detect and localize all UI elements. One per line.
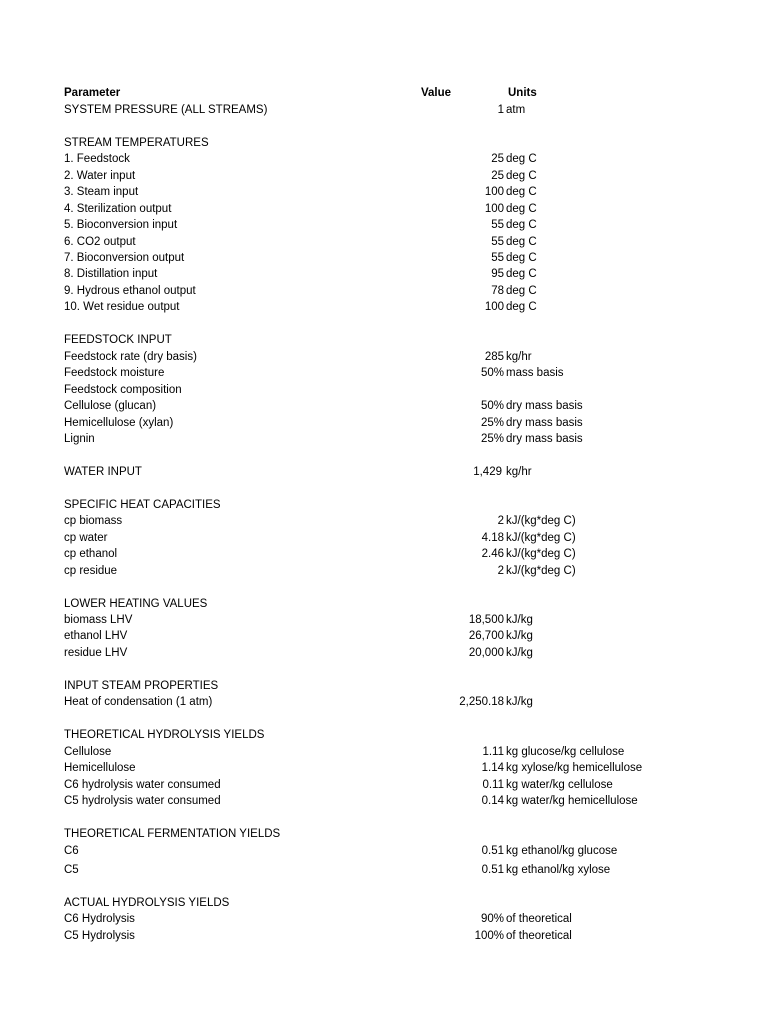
- parameter-cell: C5 Hydrolysis: [64, 930, 135, 942]
- parameter-cell: FEEDSTOCK INPUT: [64, 334, 172, 346]
- value-cell: 95: [491, 268, 504, 280]
- table-row: [0, 497, 768, 513]
- unit-cell: kJ/(kg*deg C): [506, 548, 576, 560]
- parameter-cell: residue LHV: [64, 647, 128, 659]
- unit-cell: kJ/kg: [506, 647, 533, 659]
- unit-cell: dry mass basis: [506, 400, 583, 412]
- table-row: [0, 168, 768, 184]
- table-row: [0, 530, 768, 546]
- table-row: [0, 415, 768, 431]
- table-row: [0, 382, 768, 398]
- parameter-cell: 1. Feedstock: [64, 153, 130, 165]
- value-cell: 25: [491, 153, 504, 165]
- table-row: [0, 628, 768, 644]
- header-row: [0, 85, 768, 101]
- table-row: [0, 760, 768, 776]
- value-cell: 100: [484, 203, 504, 215]
- unit-cell: dry mass basis: [506, 433, 583, 445]
- table-row: [0, 332, 768, 348]
- parameter-cell: cp ethanol: [64, 548, 118, 560]
- parameter-cell: 7. Bioconversion output: [64, 252, 185, 264]
- table-row: [0, 283, 768, 299]
- value-cell: 1: [497, 104, 504, 116]
- parameter-cell: cp biomass: [64, 515, 123, 527]
- parameter-cell: THEORETICAL FERMENTATION YIELDS: [64, 828, 281, 840]
- parameter-cell: Feedstock rate (dry basis): [64, 351, 197, 363]
- table-row: [0, 694, 768, 710]
- units-header: Units: [508, 87, 537, 99]
- table-row: [0, 234, 768, 250]
- value-cell: 2.46: [481, 548, 504, 560]
- table-row: [0, 928, 768, 944]
- unit-cell: deg C: [506, 170, 537, 182]
- table-row: [0, 678, 768, 694]
- parameter-cell: Cellulose (glucan): [64, 400, 157, 412]
- table-row: [0, 911, 768, 927]
- value-cell: 100: [484, 301, 504, 313]
- value-header: Value: [421, 87, 452, 99]
- unit-cell: kJ/(kg*deg C): [506, 515, 576, 527]
- unit-cell: kJ/kg: [506, 630, 533, 642]
- parameter-cell: ACTUAL HYDROLYSIS YIELDS: [64, 897, 230, 909]
- table-row: [0, 151, 768, 167]
- parameter-cell: Lignin: [64, 433, 95, 445]
- table-row: [0, 895, 768, 911]
- value-text: 1,429: [473, 466, 502, 478]
- unit-cell: deg C: [506, 285, 537, 297]
- parameter-cell: Feedstock composition: [64, 384, 182, 396]
- table-row: [0, 826, 768, 842]
- parameter-cell: 10. Wet residue output: [64, 301, 180, 313]
- unit-cell: kg/hr: [506, 466, 532, 478]
- value-cell: 50%: [480, 367, 504, 379]
- parameter-cell: 9. Hydrous ethanol output: [64, 285, 196, 297]
- value-cell: 90%: [480, 913, 504, 925]
- table-row: [0, 250, 768, 266]
- parameter-cell: 2. Water input: [64, 170, 136, 182]
- unit-cell: kg glucose/kg cellulose: [506, 746, 625, 758]
- unit-cell: of theoretical: [506, 913, 572, 925]
- table-row: [0, 365, 768, 381]
- unit-cell: deg C: [506, 252, 537, 264]
- unit-cell: kJ/(kg*deg C): [506, 532, 576, 544]
- unit-cell: atm: [506, 104, 526, 116]
- value-cell: 100%: [474, 930, 504, 942]
- parameter-cell: Cellulose: [64, 746, 112, 758]
- parameter-cell: C6 Hydrolysis: [64, 913, 135, 925]
- parameter-cell: C5 hydrolysis water consumed: [64, 795, 221, 807]
- unit-cell: deg C: [506, 236, 537, 248]
- table-row: [0, 431, 768, 447]
- parameter-cell: WATER INPUT: [64, 466, 142, 478]
- table-row: [0, 546, 768, 562]
- value-cell: 285: [484, 351, 504, 363]
- table-row: [0, 744, 768, 760]
- parameter-cell: C6: [64, 845, 79, 857]
- parameter-cell: C5: [64, 864, 79, 876]
- table-row: [0, 777, 768, 793]
- table-row: [0, 596, 768, 612]
- value-cell: 55: [491, 236, 504, 248]
- parameter-cell: 4. Sterilization output: [64, 203, 172, 215]
- unit-cell: mass basis: [506, 367, 564, 379]
- value-cell: 4.18: [481, 532, 504, 544]
- unit-cell: kg water/kg cellulose: [506, 779, 613, 791]
- parameter-cell: STREAM TEMPERATURES: [64, 137, 209, 149]
- value-cell: 2: [497, 565, 504, 577]
- table-row: [0, 398, 768, 414]
- parameter-cell: Hemicellulose: [64, 762, 136, 774]
- table-row: [0, 612, 768, 628]
- unit-cell: deg C: [506, 153, 537, 165]
- table-row: [0, 563, 768, 579]
- unit-cell: kg/hr: [506, 351, 532, 363]
- parameter-cell: cp water: [64, 532, 108, 544]
- unit-cell: kg water/kg hemicellulose: [506, 795, 638, 807]
- unit-cell: of theoretical: [506, 930, 572, 942]
- value-cell: 55: [491, 252, 504, 264]
- value-cell: 0.51: [481, 845, 504, 857]
- table-row: [0, 217, 768, 233]
- value-cell: 2,250.18: [459, 696, 504, 708]
- unit-cell: kJ/kg: [506, 696, 533, 708]
- table-row: [0, 299, 768, 315]
- unit-cell: deg C: [506, 301, 537, 313]
- table-row: [0, 645, 768, 661]
- parameter-cell: C6 hydrolysis water consumed: [64, 779, 221, 791]
- table-row: [0, 102, 768, 118]
- unit-cell: kJ/kg: [506, 614, 533, 626]
- unit-cell: kg xylose/kg hemicellulose: [506, 762, 643, 774]
- unit-cell: kg ethanol/kg glucose: [506, 845, 618, 857]
- table-row: [0, 184, 768, 200]
- table-row: [0, 843, 768, 859]
- parameter-cell: biomass LHV: [64, 614, 133, 626]
- value-cell: 25: [491, 170, 504, 182]
- table-row: [0, 201, 768, 217]
- table-row: [0, 793, 768, 809]
- parameter-cell: INPUT STEAM PROPERTIES: [64, 680, 219, 692]
- parameter-cell: SYSTEM PRESSURE (ALL STREAMS): [64, 104, 268, 116]
- parameter-cell: cp residue: [64, 565, 118, 577]
- unit-cell: kg ethanol/kg xylose: [506, 864, 611, 876]
- value-cell: 2: [497, 515, 504, 527]
- parameter-cell: SPECIFIC HEAT CAPACITIES: [64, 499, 221, 511]
- parameter-cell: Hemicellulose (xylan): [64, 417, 174, 429]
- value-cell: 26,700: [468, 630, 504, 642]
- table-row: [0, 266, 768, 282]
- parameter-cell: ethanol LHV: [64, 630, 128, 642]
- value-cell: 78: [491, 285, 504, 297]
- unit-cell: dry mass basis: [506, 417, 583, 429]
- value-cell: 18,500: [468, 614, 504, 626]
- table-row: [0, 135, 768, 151]
- value-cell: 100: [484, 186, 504, 198]
- unit-cell: deg C: [506, 186, 537, 198]
- value-cell: 50%: [480, 400, 504, 412]
- parameter-cell: 3. Steam input: [64, 186, 139, 198]
- value-cell: 25%: [480, 433, 504, 445]
- table-row: [0, 464, 768, 480]
- value-cell: 1.11: [482, 746, 504, 758]
- unit-cell: kJ/(kg*deg C): [506, 565, 576, 577]
- table-row: [0, 513, 768, 529]
- value-cell: 0.14: [481, 795, 504, 807]
- unit-cell: deg C: [506, 203, 537, 215]
- value-cell: 55: [491, 219, 504, 231]
- value-cell: 25%: [480, 417, 504, 429]
- parameter-cell: THEORETICAL HYDROLYSIS YIELDS: [64, 729, 265, 741]
- parameter-cell: Feedstock moisture: [64, 367, 165, 379]
- parameter-cell: Heat of condensation (1 atm): [64, 696, 213, 708]
- value-cell: 0.51: [481, 864, 504, 876]
- parameter-cell: LOWER HEATING VALUES: [64, 598, 208, 610]
- value-cell: 0.11: [482, 779, 504, 791]
- parameter-cell: 5. Bioconversion input: [64, 219, 178, 231]
- table-row: [0, 349, 768, 365]
- parameter-cell: 8. Distillation input: [64, 268, 158, 280]
- table-row: [0, 727, 768, 743]
- parameter-cell: 6. CO2 output: [64, 236, 136, 248]
- unit-cell: deg C: [506, 219, 537, 231]
- table-row: [0, 862, 768, 878]
- value-cell: 20,000: [468, 647, 504, 659]
- value-cell: 1.14: [481, 762, 504, 774]
- parameter-header: Parameter: [64, 87, 121, 99]
- unit-cell: deg C: [506, 268, 537, 280]
